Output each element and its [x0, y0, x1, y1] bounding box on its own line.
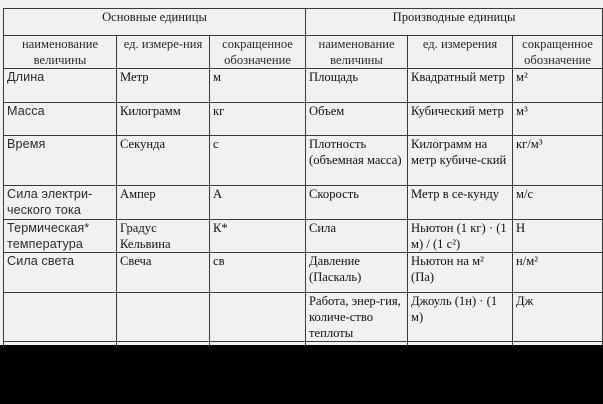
derived-quantity-cell: Сила — [306, 220, 408, 253]
table-row — [4, 293, 603, 342]
base-symbol-cell: с — [210, 136, 306, 186]
derived-symbol-cell: м/с — [513, 186, 603, 220]
units-table — [3, 8, 603, 379]
base-quantity-cell: Термическая* температура — [4, 220, 117, 253]
table-row — [4, 220, 603, 253]
derived-quantity-cell: Скорость — [306, 186, 408, 220]
base-symbol-cell: К* — [210, 220, 306, 253]
derived-quantity-cell: Объем — [306, 103, 408, 136]
table-row — [4, 136, 603, 186]
table-row — [4, 69, 603, 103]
column-header: сокращенное обозначение — [210, 36, 306, 69]
base-quantity-cell: Сила света — [4, 253, 117, 293]
table-row — [4, 253, 603, 293]
derived-unit-cell: Ньютон на м² (Па) — [408, 253, 513, 293]
base-quantity-cell: Время — [4, 136, 117, 186]
derived-symbol-cell: Н — [513, 220, 603, 253]
base-unit-cell: Свеча — [117, 253, 210, 293]
base-symbol-cell: кг — [210, 103, 306, 136]
derived-symbol-cell: м³ — [513, 103, 603, 136]
derived-unit-cell: Квадратный метр — [408, 69, 513, 103]
base-quantity-cell: Сила электри-ческого тока — [4, 186, 117, 220]
derived-symbol-cell: н/м² — [513, 253, 603, 293]
derived-unit-cell: Джоуль (1н) · (1 м) — [408, 293, 513, 342]
base-quantity-cell — [4, 293, 117, 342]
column-header: ед. измерения — [408, 36, 513, 69]
base-units-header: Основные единицы — [4, 9, 306, 36]
base-symbol-cell — [210, 293, 306, 342]
derived-symbol-cell: кг/м³ — [513, 136, 603, 186]
base-symbol-cell: св — [210, 253, 306, 293]
column-header: ед. измере-ния — [117, 36, 210, 69]
derived-unit-cell: Килограмм на метр кубиче-ский — [408, 136, 513, 186]
column-header-row — [4, 36, 603, 69]
column-header: наименование величины — [306, 36, 408, 69]
derived-quantity-cell: Плотность (объемная масса) — [306, 136, 408, 186]
derived-symbol-cell: м² — [513, 69, 603, 103]
group-header-row — [4, 9, 603, 36]
column-header: сокращенное обозначение — [513, 36, 603, 69]
derived-unit-cell: Ньютон (1 кг) · (1 м) / (1 с²) — [408, 220, 513, 253]
derived-unit-cell: Кубический метр — [408, 103, 513, 136]
table-row — [4, 186, 603, 220]
base-unit-cell: Метр — [117, 69, 210, 103]
base-quantity-cell: Масса — [4, 103, 117, 136]
derived-quantity-cell: Работа, энер-гия, количе-ство теплоты — [306, 293, 408, 342]
derived-symbol-cell: Дж — [513, 293, 603, 342]
derived-quantity-cell: Давление (Паскаль) — [306, 253, 408, 293]
column-header: наименование величины — [4, 36, 117, 69]
black-bottom-band — [0, 345, 603, 404]
derived-unit-cell: Метр в се-кунду — [408, 186, 513, 220]
derived-quantity-cell: Площадь — [306, 69, 408, 103]
base-unit-cell: Ампер — [117, 186, 210, 220]
derived-units-header: Производные единицы — [306, 9, 603, 36]
base-symbol-cell: А — [210, 186, 306, 220]
base-unit-cell: Килограмм — [117, 103, 210, 136]
base-unit-cell — [117, 293, 210, 342]
base-unit-cell: Градус Кельвина — [117, 220, 210, 253]
base-unit-cell: Секунда — [117, 136, 210, 186]
base-symbol-cell: м — [210, 69, 306, 103]
base-quantity-cell: Длина — [4, 69, 117, 103]
table-row — [4, 103, 603, 136]
